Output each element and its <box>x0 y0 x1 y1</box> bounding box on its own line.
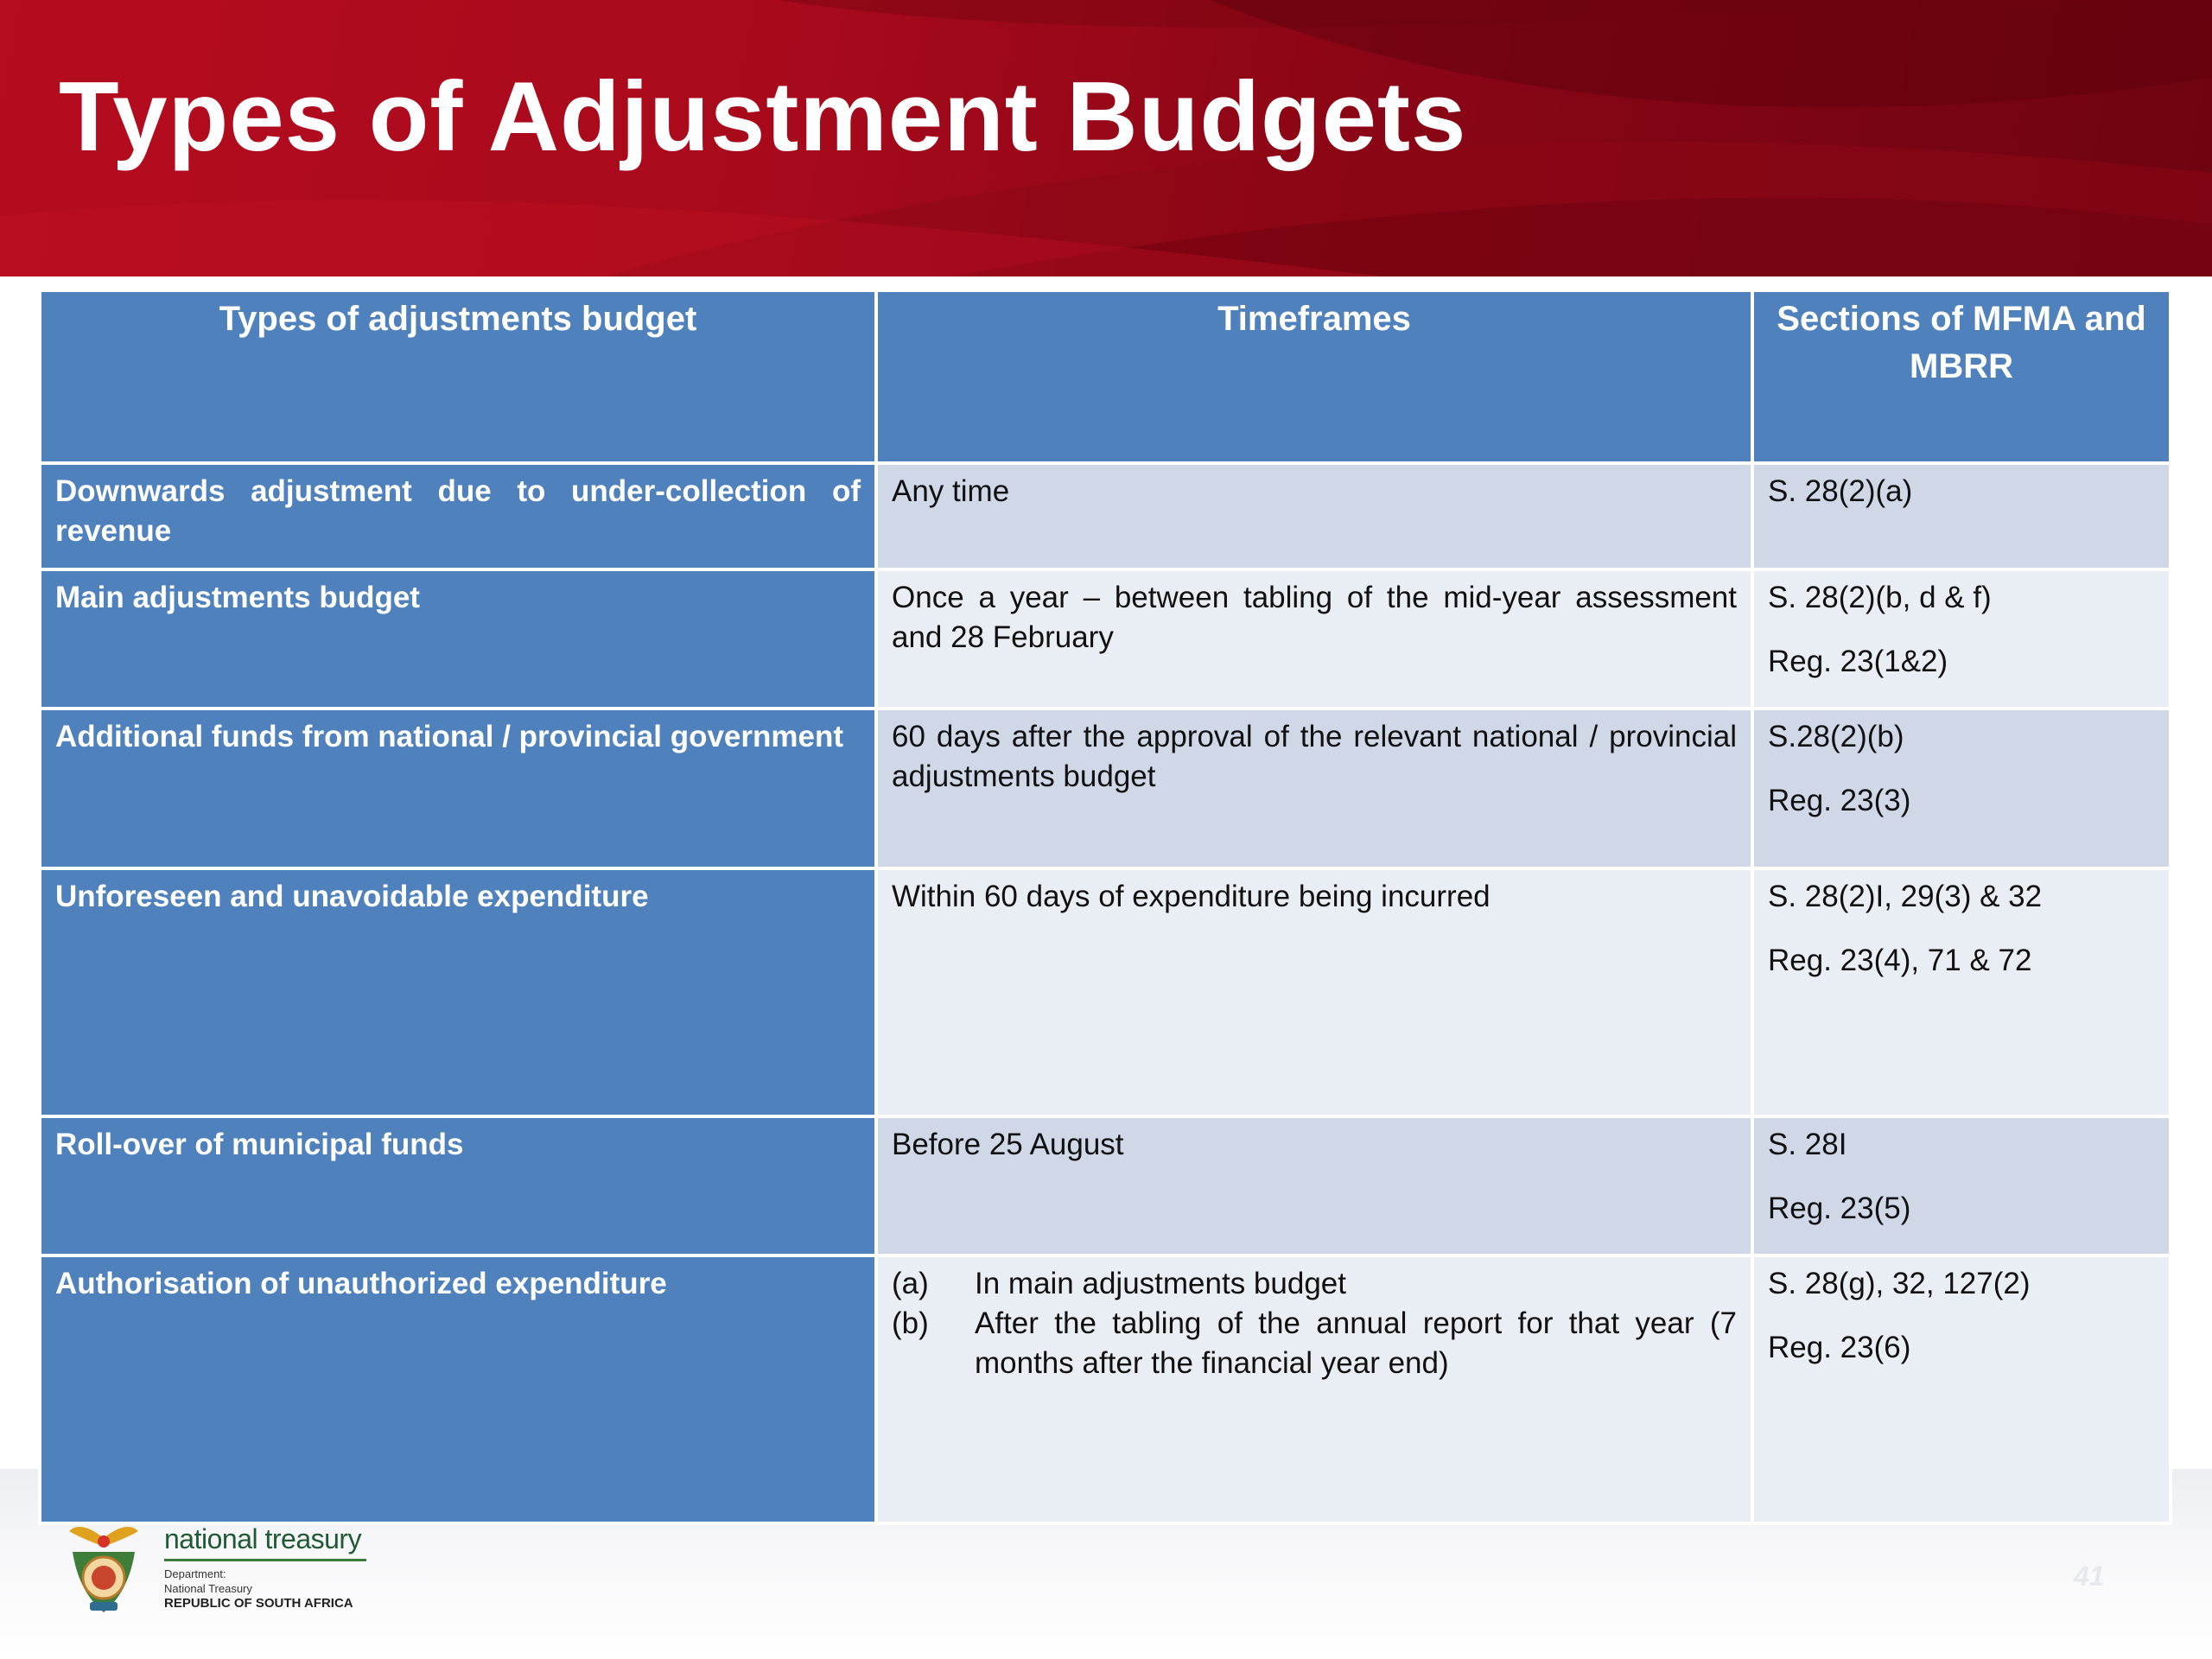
row-sections-cell <box>1752 709 2171 868</box>
list-marker: (b) <box>892 1306 929 1340</box>
column-header-sections: Sections of MFMA and MBRR <box>1752 290 2171 463</box>
national-treasury-logo-text <box>164 1522 389 1611</box>
row-sections-cell <box>1752 1255 2171 1523</box>
table-row <box>40 463 2171 569</box>
adjustment-budgets-table-container <box>38 289 2169 1525</box>
department-name: National Treasury <box>164 1582 252 1595</box>
row-timeframe-cell <box>876 1255 1752 1523</box>
country-name: REPUBLIC OF SOUTH AFRICA <box>164 1596 353 1611</box>
south-africa-coat-of-arms-icon <box>60 1522 147 1619</box>
row-timeframe-cell: Once a year – between tabling of the mid-year assessment and 28 February <box>876 569 1752 709</box>
column-header-timeframes: Timeframes <box>876 290 1752 463</box>
table-row <box>40 868 2171 1116</box>
section-reference: S. 28(2)(b, d & f) <box>1768 581 1992 614</box>
row-timeframe-cell: Before 25 August <box>876 1116 1752 1255</box>
section-reference: S. 28(g), 32, 127(2) <box>1768 1267 2031 1300</box>
table-row <box>40 709 2171 868</box>
table-row <box>40 1255 2171 1523</box>
row-sections-cell <box>1752 868 2171 1116</box>
org-name-underline <box>164 1559 366 1561</box>
timeframe-list-item <box>892 1264 1737 1304</box>
row-sections-cell <box>1752 1116 2171 1255</box>
row-type-cell: Roll-over of municipal funds <box>40 1116 876 1255</box>
row-timeframe-cell: Any time <box>876 463 1752 569</box>
row-type-cell: Main adjustments budget <box>40 569 876 709</box>
section-reference: S.28(2)(b) <box>1768 720 1904 753</box>
list-text: In main adjustments budget <box>975 1267 1346 1300</box>
regulation-reference: Reg. 23(3) <box>1768 784 1911 817</box>
table-row <box>40 569 2171 709</box>
regulation-reference: Reg. 23(6) <box>1768 1331 1911 1364</box>
row-sections-cell <box>1752 569 2171 709</box>
slide-title: Types of Adjustment Budgets <box>59 62 1467 172</box>
regulation-reference: Reg. 23(1&2) <box>1768 645 1948 678</box>
row-sections-cell <box>1752 463 2171 569</box>
row-type-cell: Downwards adjustment due to under-collection of revenue <box>40 463 876 569</box>
list-marker: (a) <box>892 1267 929 1300</box>
column-header-types: Types of adjustments budget <box>40 290 876 463</box>
department-label: Department: <box>164 1567 226 1580</box>
section-reference: S. 28I <box>1768 1128 1847 1161</box>
org-name: national treasury <box>164 1523 362 1554</box>
row-timeframe-cell: 60 days after the approval of the relevant national / provincial adjustments budget <box>876 709 1752 868</box>
page-number: 41 <box>2074 1560 2105 1592</box>
timeframe-list-item <box>892 1304 1737 1383</box>
regulation-reference: Reg. 23(5) <box>1768 1192 1911 1225</box>
regulation-reference: Reg. 23(4), 71 & 72 <box>1768 944 2032 977</box>
row-type-cell: Additional funds from national / provincial government <box>40 709 876 868</box>
table-row <box>40 1116 2171 1255</box>
section-reference: S. 28(2)(a) <box>1768 474 1913 508</box>
section-reference: S. 28(2)I, 29(3) & 32 <box>1768 880 2043 913</box>
title-banner <box>0 0 2212 276</box>
row-type-cell: Authorisation of unauthorized expenditure <box>40 1255 876 1523</box>
table-header-row <box>40 290 2171 463</box>
row-timeframe-cell: Within 60 days of expenditure being incurred <box>876 868 1752 1116</box>
row-type-cell: Unforeseen and unavoidable expenditure <box>40 868 876 1116</box>
adjustment-budgets-table <box>38 289 2172 1525</box>
list-text: After the tabling of the annual report for that year (7 months after the financial year end) <box>975 1306 1737 1380</box>
